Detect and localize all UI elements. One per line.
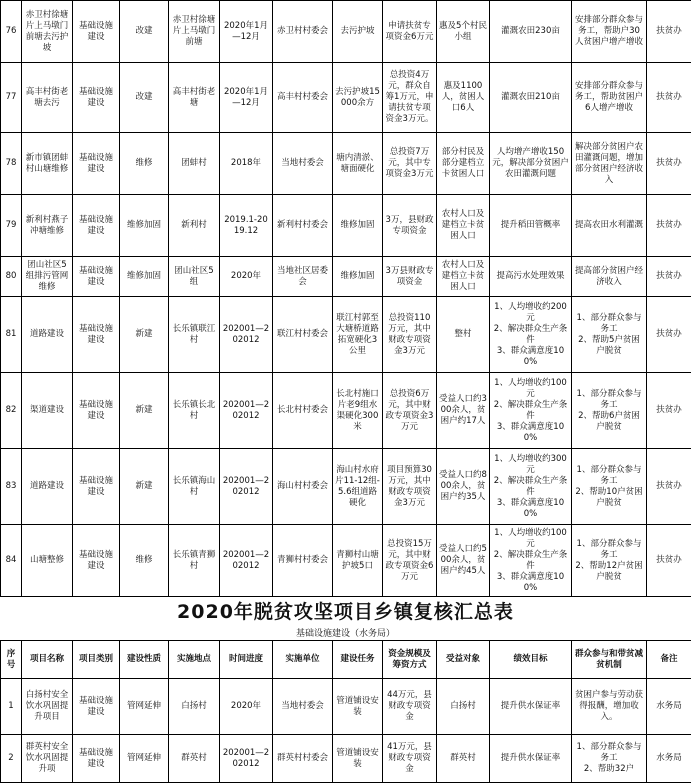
- table-cell: 总投资4万元，群众自筹1万元，申请扶贫专项资金3万元。: [383, 63, 437, 133]
- table-cell: 去污护坡: [333, 1, 383, 63]
- table-cell: 群英村村委会: [273, 735, 333, 783]
- table-cell: 提升供水保证率: [490, 679, 572, 735]
- table-cell: 新利村: [169, 195, 220, 257]
- table-cell: 基础设施建设: [73, 133, 120, 195]
- table-cell: 202001—202012: [220, 449, 273, 525]
- table-cell: 提升供水保证率: [490, 735, 572, 783]
- table-cell: 扶贫办: [647, 373, 691, 449]
- column-header: 实施单位: [273, 641, 333, 679]
- table-row: [1, 63, 691, 133]
- table-cell: 1、部分群众参与务工 2、帮助6户贫困户脱贫: [572, 373, 647, 449]
- table-cell: 管道铺设安装: [333, 735, 383, 783]
- table-row: [1, 195, 691, 257]
- table-cell: 新市镇团蚌村山塘维修: [22, 133, 73, 195]
- table-cell: 维修加固: [333, 195, 383, 257]
- table-cell: 团山社区5组排污管网维修: [22, 257, 73, 297]
- table-row: [1, 449, 691, 525]
- table-cell: 1、人均增收约200元 2、解决群众生产条件 3、群众满意度100%: [490, 297, 572, 373]
- table-cell: 贫困户参与劳动获得报酬，增加收入。: [572, 679, 647, 735]
- table-cell: 81: [1, 297, 22, 373]
- table-cell: 基础设施建设: [73, 679, 120, 735]
- column-header: 绩效目标: [490, 641, 572, 679]
- table-cell: 扶贫办: [647, 297, 691, 373]
- table-cell: 1: [1, 679, 22, 735]
- table-cell: 扶贫办: [647, 1, 691, 63]
- table-row: [1, 297, 691, 373]
- table-cell: 提高污水处理效果: [490, 257, 572, 297]
- table-cell: 高丰村村委会: [273, 63, 333, 133]
- column-header: 实施地点: [169, 641, 220, 679]
- table-cell: 管道铺设安装: [333, 679, 383, 735]
- table-cell: 扶贫办: [647, 449, 691, 525]
- table-cell: 扶贫办: [647, 525, 691, 597]
- summary-subtitle: 基础设施建设（水务局）: [0, 628, 691, 640]
- table-cell: 改建: [120, 1, 169, 63]
- table-cell: 白扬村: [437, 679, 490, 735]
- column-header: 项目名称: [22, 641, 73, 679]
- table-cell: 受益人口约500余人，贫困户约45人: [437, 525, 490, 597]
- table-cell: 新利村燕子冲塘维修: [22, 195, 73, 257]
- column-header: 资金规模及筹资方式: [383, 641, 437, 679]
- table-cell: 77: [1, 63, 22, 133]
- table-cell: 海山村村委会: [273, 449, 333, 525]
- table-cell: 长北村施口片老9组水渠硬化300米: [333, 373, 383, 449]
- table-cell: 人均增产增收150元，解决部分贫困户农田灌溉问题: [490, 133, 572, 195]
- table-cell: 基础设施建设: [73, 257, 120, 297]
- table-cell: 84: [1, 525, 22, 597]
- table-cell: 基础设施建设: [73, 449, 120, 525]
- table-cell: 2: [1, 735, 22, 783]
- table-cell: 2020年1月—12月: [220, 63, 273, 133]
- table-cell: 维修加固: [120, 257, 169, 297]
- table-cell: 农村人口及建档立卡贫困人口: [437, 257, 490, 297]
- table-cell: 1、人均增收约100元 2、解决群众生产条件 3、群众满意度100%: [490, 525, 572, 597]
- table-cell: 2020年: [220, 257, 273, 297]
- table-cell: 1、部分群众参与务工 2、帮助5户贫困户脱贫: [572, 297, 647, 373]
- table-cell: 联江村村委会: [273, 297, 333, 373]
- table-cell: 41万元，县财政专项资金: [383, 735, 437, 783]
- table-cell: 提升稻田管概率: [490, 195, 572, 257]
- table-cell: 安排部分群众参与务工，帮助贫困户6人增产增收: [572, 63, 647, 133]
- table-cell: 长乐镇联江村: [169, 297, 220, 373]
- table-cell: 农村人口及建档立卡贫困人口: [437, 195, 490, 257]
- table-header-row: [1, 641, 691, 679]
- table-cell: 安排部分群众参与务工，帮助户30人贫困户增产增收: [572, 1, 647, 63]
- table-cell: 基础设施建设: [73, 195, 120, 257]
- table-cell: 整村: [437, 297, 490, 373]
- table-cell: 新建: [120, 449, 169, 525]
- table-row: [1, 257, 691, 297]
- table-cell: 赤卫村村委会: [273, 1, 333, 63]
- summary-title: 2020年脱贫攻坚项目乡镇复核汇总表: [0, 596, 691, 628]
- table-cell: 202001—202012: [220, 297, 273, 373]
- table-cell: 白扬村: [169, 679, 220, 735]
- column-header: 备注: [647, 641, 691, 679]
- table-cell: 改建: [120, 63, 169, 133]
- table-cell: 群英村安全饮水巩固提升项: [22, 735, 73, 783]
- table-cell: 202001—202012: [220, 525, 273, 597]
- table-cell: 受益人口约800余人，贫困户约35人: [437, 449, 490, 525]
- table-cell: 解决部分贫困户农田灌溉问题，增加部分贫困户经济收入: [572, 133, 647, 195]
- table-cell: 基础设施建设: [73, 735, 120, 783]
- table-cell: 青狮村村委会: [273, 525, 333, 597]
- table-cell: 基础设施建设: [73, 373, 120, 449]
- column-header: 受益对象: [437, 641, 490, 679]
- table-cell: 山塘整修: [22, 525, 73, 597]
- table-cell: 当地村委会: [273, 679, 333, 735]
- table-cell: 基础设施建设: [73, 1, 120, 63]
- table-cell: 赤卫村徐塘片上马墩门前塘: [169, 1, 220, 63]
- table-cell: 管网延伸: [120, 735, 169, 783]
- table-row: [1, 679, 691, 735]
- table-cell: 2020年1月—12月: [220, 1, 273, 63]
- table-cell: 3万，县财政专项资金: [383, 195, 437, 257]
- table-cell: 总投资110万元，其中财政专项资金3万元: [383, 297, 437, 373]
- table-cell: 80: [1, 257, 22, 297]
- table-cell: 青狮村山塘护坡5口: [333, 525, 383, 597]
- table-cell: 1、部分群众参与务工 2、帮助32户: [572, 735, 647, 783]
- table-cell: 渠道建设: [22, 373, 73, 449]
- table-cell: 1、部分群众参与务工 2、帮助10户贫困户脱贫: [572, 449, 647, 525]
- table-cell: 44万元，县财政专项资金: [383, 679, 437, 735]
- table-cell: 高丰村街老塘: [169, 63, 220, 133]
- table-cell: 团蚌村: [169, 133, 220, 195]
- column-header: 建设性质: [120, 641, 169, 679]
- table-cell: 3万县财政专项资金: [383, 257, 437, 297]
- table-cell: 扶贫办: [647, 133, 691, 195]
- table-cell: 道路建设: [22, 297, 73, 373]
- table-cell: 总投资6万元，其中财政专项资金3万元: [383, 373, 437, 449]
- column-header: 群众参与和带贫减贫机制: [572, 641, 647, 679]
- table-cell: 2019.1-2019.12: [220, 195, 273, 257]
- table-cell: 202001—202012: [220, 735, 273, 783]
- table-cell: 78: [1, 133, 22, 195]
- table-cell: 长乐镇长北村: [169, 373, 220, 449]
- table-cell: 灌溉农田210亩: [490, 63, 572, 133]
- table-cell: 2018年: [220, 133, 273, 195]
- table-cell: 项目预算30万元，其中财政专项资金3万元: [383, 449, 437, 525]
- table-cell: 赤卫村徐塘片上马墩门前塘去污护坡: [22, 1, 73, 63]
- table-cell: 76: [1, 1, 22, 63]
- table-cell: 水务局: [647, 679, 691, 735]
- table-cell: 总投资7万元，其中专项资金3万元: [383, 133, 437, 195]
- table-cell: 维修加固: [333, 257, 383, 297]
- table-cell: 当地社区居委会: [273, 257, 333, 297]
- table-cell: 道路建设: [22, 449, 73, 525]
- table-row: [1, 525, 691, 597]
- table-row: [1, 373, 691, 449]
- table-cell: 塘内清淤、塘面硬化: [333, 133, 383, 195]
- table-cell: 基础设施建设: [73, 297, 120, 373]
- table-cell: 1、人均增收约300元 2、解决群众生产条件 3、群众满意度100%: [490, 449, 572, 525]
- table-cell: 去污护坡15000余方: [333, 63, 383, 133]
- table-cell: 提高农田水利灌溉: [572, 195, 647, 257]
- table-cell: 2020年: [220, 679, 273, 735]
- table-cell: 惠及1100人，贫困人口6人: [437, 63, 490, 133]
- table-cell: 79: [1, 195, 22, 257]
- column-header: 项目类别: [73, 641, 120, 679]
- table-cell: 提高部分贫困户经济收入: [572, 257, 647, 297]
- table-cell: 白扬村安全饮水巩固提升项目: [22, 679, 73, 735]
- table-cell: 基础设施建设: [73, 525, 120, 597]
- column-header: 建设任务: [333, 641, 383, 679]
- table-cell: 受益人口约300余人，贫困户约17人: [437, 373, 490, 449]
- table-cell: 新利村村委会: [273, 195, 333, 257]
- column-header: 序号: [1, 641, 22, 679]
- table-cell: 惠及5个村民小组: [437, 1, 490, 63]
- table-cell: 群英村: [169, 735, 220, 783]
- table-cell: 83: [1, 449, 22, 525]
- table-cell: 新建: [120, 373, 169, 449]
- project-table-lower: [0, 640, 691, 783]
- summary-section: [0, 596, 691, 783]
- table-cell: 联江村郭至大塘桥道路拓宽硬化3公里: [333, 297, 383, 373]
- table-cell: 当地村委会: [273, 133, 333, 195]
- table-cell: 维修加固: [120, 195, 169, 257]
- table-cell: 1、部分群众参与务工 2、帮助12户贫困户脱贫: [572, 525, 647, 597]
- table-cell: 基础设施建设: [73, 63, 120, 133]
- table-cell: 水务局: [647, 735, 691, 783]
- table-cell: 1、人均增收约100元 2、解决群众生产条件 3、群众满意度100%: [490, 373, 572, 449]
- table-row: [1, 735, 691, 783]
- table-cell: 扶贫办: [647, 257, 691, 297]
- table-cell: 灌溉农田230亩: [490, 1, 572, 63]
- table-cell: 维修: [120, 133, 169, 195]
- table-row: [1, 1, 691, 63]
- table-cell: 扶贫办: [647, 63, 691, 133]
- table-cell: 部分村民及部分建档立卡贫困人口: [437, 133, 490, 195]
- table-cell: 高丰村街老塘去污: [22, 63, 73, 133]
- table-cell: 团山社区5组: [169, 257, 220, 297]
- table-row: [1, 133, 691, 195]
- table-cell: 海山村水府片11-12组-5.6组道路硬化: [333, 449, 383, 525]
- table-cell: 申请扶贫专项资金6万元: [383, 1, 437, 63]
- table-cell: 群英村: [437, 735, 490, 783]
- table-cell: 总投资15万元，其中财政专项资金6万元: [383, 525, 437, 597]
- table-cell: 管网延伸: [120, 679, 169, 735]
- column-header: 时间进度: [220, 641, 273, 679]
- table-cell: 维修: [120, 525, 169, 597]
- table-cell: 长乐镇青狮村: [169, 525, 220, 597]
- table-cell: 长乐镇海山村: [169, 449, 220, 525]
- table-cell: 扶贫办: [647, 195, 691, 257]
- table-cell: 长北村村委会: [273, 373, 333, 449]
- table-cell: 202001—202012: [220, 373, 273, 449]
- table-cell: 82: [1, 373, 22, 449]
- table-cell: 新建: [120, 297, 169, 373]
